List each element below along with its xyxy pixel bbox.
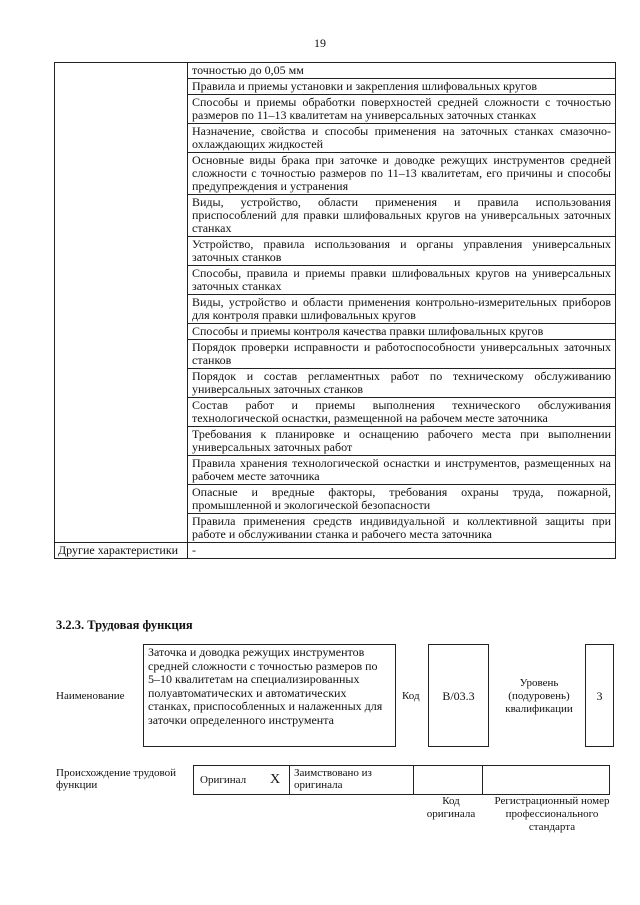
knowledge-item: Опасные и вредные факторы, требования охраны труда, пожарной, промышленной и экологической безопасности (188, 485, 616, 514)
knowledge-item: Правила и приемы установки и закрепления шлифовальных кругов (188, 79, 616, 95)
knowledge-item: Состав работ и приемы выполнения технического обслуживания технологической оснастки, размещенной на рабочем месте заточника (188, 398, 616, 427)
function-name-box: Заточка и доводка режущих инструментов средней сложности с точностью размеров по 5–10 квалитетам на специализированных полуавтоматических и автоматических станках, приспособленных и налаженных для заточки определенного инструмента (143, 644, 396, 747)
knowledge-item: Правила применения средств индивидуальной и коллективной защиты при работе и обслуживании станка и рабочего места заточника (188, 514, 616, 543)
knowledge-table (54, 62, 616, 559)
knowledge-item: Порядок и состав регламентных работ по техническому обслуживанию универсальных заточных станков (188, 369, 616, 398)
borrowed-label: Заимствовано из оригинала (290, 766, 414, 795)
code-label: Код (402, 690, 420, 702)
original-label: Оригинал (194, 766, 262, 795)
name-label: Наименование (56, 690, 125, 702)
knowledge-item: точностью до 0,05 мм (188, 63, 616, 79)
knowledge-item: Назначение, свойства и способы применения на заточных станках смазочно-охлаждающих жидкостей (188, 124, 616, 153)
knowledge-item: Способы, правила и приемы правки шлифовальных кругов на универсальных заточных станках (188, 266, 616, 295)
code-original-label: Код оригинала (426, 795, 476, 820)
knowledge-item: Основные виды брака при заточке и доводке режущих инструментов средней сложности с точностью размеров по 11–13 квалитетам, его причины и способы предупреждения и устранения (188, 153, 616, 195)
origin-label: Происхождение трудовой функции (56, 767, 177, 791)
knowledge-row (55, 63, 616, 79)
knowledge-item: Правила хранения технологической оснастки и инструментов, размещенных на рабочем месте заточника (188, 456, 616, 485)
code-original-cell (414, 766, 483, 795)
knowledge-item: Способы и приемы контроля качества правки шлифовальных кругов (188, 324, 616, 340)
function-code-box: B/03.3 (428, 644, 489, 747)
original-mark: X (261, 766, 290, 795)
origin-table (193, 765, 610, 795)
reg-number-cell (483, 766, 610, 795)
knowledge-item: Устройство, правила использования и органы управления универсальных заточных станков (188, 237, 616, 266)
knowledge-item: Способы и приемы обработки поверхностей средней сложности с точностью размеров по 11–13 квалитетам на универсальных заточных станках (188, 95, 616, 124)
knowledge-item: Порядок проверки исправности и работоспособности универсальных заточных станков (188, 340, 616, 369)
knowledge-label-cell (55, 63, 188, 543)
level-box: 3 (585, 644, 614, 747)
knowledge-item: Виды, устройство и области применения контрольно-измерительных приборов для контроля правки шлифовальных кругов (188, 295, 616, 324)
level-label: Уровень (подуровень) квалификации (505, 677, 573, 715)
knowledge-item: Виды, устройство, области применения и правила использования приспособлений для правки шлифовальных кругов на универсальных заточных станках (188, 195, 616, 237)
other-characteristics-value: - (188, 543, 616, 559)
reg-number-label: Регистрационный номер профессионального стандарта (494, 795, 610, 833)
section-title: 3.2.3. Трудовая функция (56, 618, 193, 632)
other-characteristics-label: Другие характеристики (55, 543, 188, 559)
other-characteristics-row (55, 543, 616, 559)
knowledge-item: Требования к планировке и оснащению рабочего места при выполнении универсальных заточных работ (188, 427, 616, 456)
page-number: 19 (314, 36, 326, 50)
